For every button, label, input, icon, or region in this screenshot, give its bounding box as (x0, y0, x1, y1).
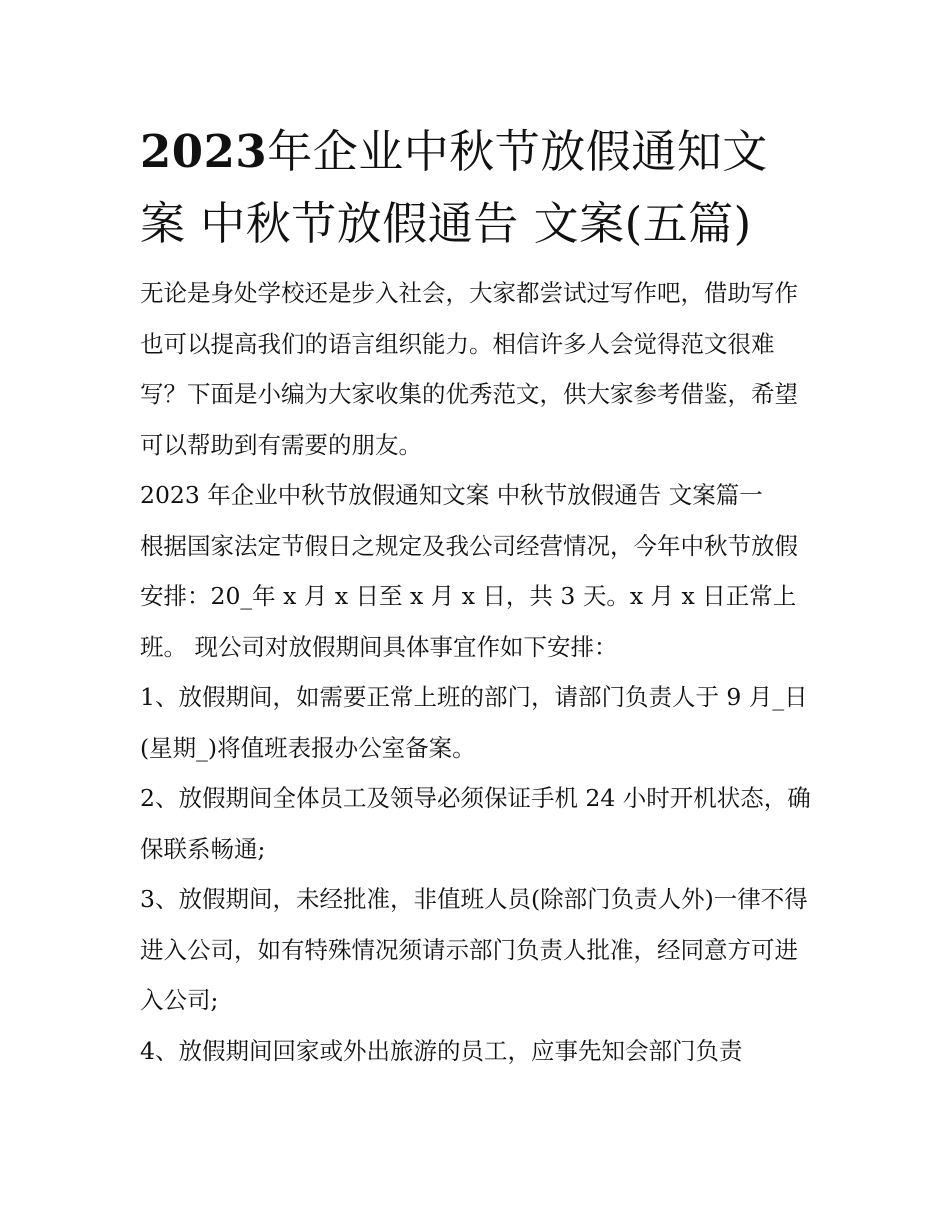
list-item: 4、放假期间回家或外出旅游的员工，应事先知会部门负责 (140, 1036, 743, 1065)
list-item: 1、放假期间，如需要正常上班的部门，请部门负责人于 9 月_日(星期_)将值班表报办公室备案。 (140, 683, 808, 762)
title-text: 年企业中秋节放假通知文案 中秋节放假通告 文案(五篇) (140, 125, 768, 250)
list-item: 2、放假期间全体员工及领导必须保证手机 24 小时开机状态，确保联系畅通; (140, 784, 811, 863)
document-title (140, 116, 812, 260)
title-year: 2023 (140, 125, 268, 178)
list-item: 3、放假期间，未经批准，非值班人员(除部门负责人外)一律不得进入公司，如有特殊情况须请示部门负责人批准，经同意方可进入公司; (140, 885, 808, 1014)
notice-paragraph: 根据国家法定节假日之规定及我公司经营情况，今年中秋节放假安排：20_年 x 月 x 日至 x 月 x 日，共 3 天。x 月 x 日正常上班。 现公司对放假期间具体事宜作如下安排： (140, 531, 798, 661)
section-heading: 2023 年企业中秋节放假通知文案 中秋节放假通告 文案篇一 (140, 481, 763, 509)
intro-paragraph: 无论是身处学校还是步入社会，大家都尝试过写作吧，借助写作也可以提高我们的语言组织能力。相信许多人会觉得范文很难写？下面是小编为大家收集的优秀范文，供大家参考借鉴，希望可以帮助到有需要的朋友。 (140, 279, 798, 459)
